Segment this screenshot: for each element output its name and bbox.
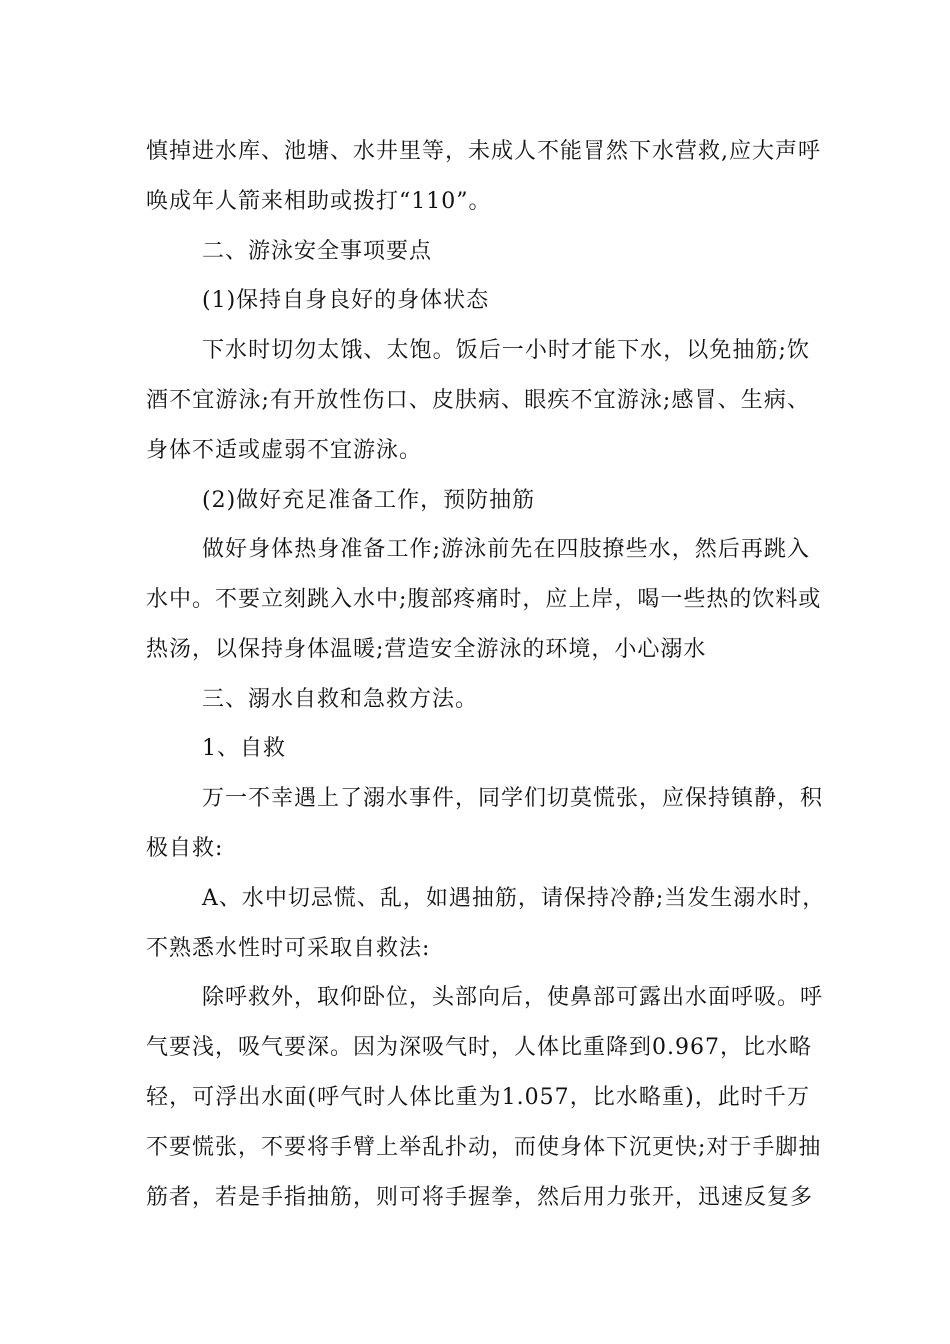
body-text-line: 水中。不要立刻跳入水中;腹部疼痛时，应上岸，喝一些热的饮料或 — [146, 587, 822, 612]
body-text-line: 除呼救外，取仰卧位，头部向后，使鼻部可露出水面呼吸。呼 — [202, 985, 824, 1010]
body-text-line: 下水时切勿太饿、太饱。饭后一小时才能下水，以免抽筋;饮 — [202, 338, 810, 363]
body-text-line: 不要慌张，不要将手臂上举乱扑动，而使身体下沉更快;对于手脚抽 — [146, 1135, 822, 1160]
subsection-heading: (1)保持自身良好的身体状态 — [202, 288, 490, 313]
body-text-line: 身体不适或虚弱不宜游泳。 — [146, 438, 423, 463]
body-text-line: 做好身体热身准备工作;游泳前先在四肢撩些水，然后再跳入 — [202, 537, 810, 562]
body-text-line: 不熟悉水性时可采取自救法: — [146, 936, 431, 961]
subsection-heading: 1、自救 — [202, 736, 286, 761]
body-text-line: 极自救: — [146, 836, 224, 861]
body-text-line: 轻，可浮出水面(呼气时人体比重为1.057，比水略重)，此时千万 — [146, 1085, 810, 1110]
body-text-line: 筋者，若是手指抽筋，则可将手握拳，然后用力张开，迅速反复多 — [146, 1185, 814, 1210]
subsection-heading: (2)做好充足准备工作，预防抽筋 — [202, 488, 536, 513]
body-text-line: 慎掉进水库、池塘、水井里等，未成人不能冒然下水营救,应大声呼 — [146, 139, 821, 164]
body-text-line: A、水中切忌慌、乱，如遇抽筋，请保持冷静;当发生溺水时， — [202, 886, 826, 911]
body-text-line: 气要浅，吸气要深。因为深吸气时，人体比重降到0.967，比水略 — [146, 1035, 812, 1060]
body-text-line: 唤成年人箭来相助或拨打“110”。 — [146, 189, 492, 214]
section-heading: 三、溺水自救和急救方法。 — [202, 687, 479, 712]
section-heading: 二、游泳安全事项要点 — [202, 239, 433, 264]
body-text-line: 热汤，以保持身体温暖;营造安全游泳的环境，小心溺水 — [146, 637, 707, 662]
body-text-line: 万一不幸遇上了溺水事件，同学们切莫慌张，应保持镇静，积 — [202, 786, 824, 811]
body-text-line: 酒不宜游泳;有开放性伤口、皮肤病、眼疾不宜游泳;感冒、生病、 — [146, 388, 810, 413]
